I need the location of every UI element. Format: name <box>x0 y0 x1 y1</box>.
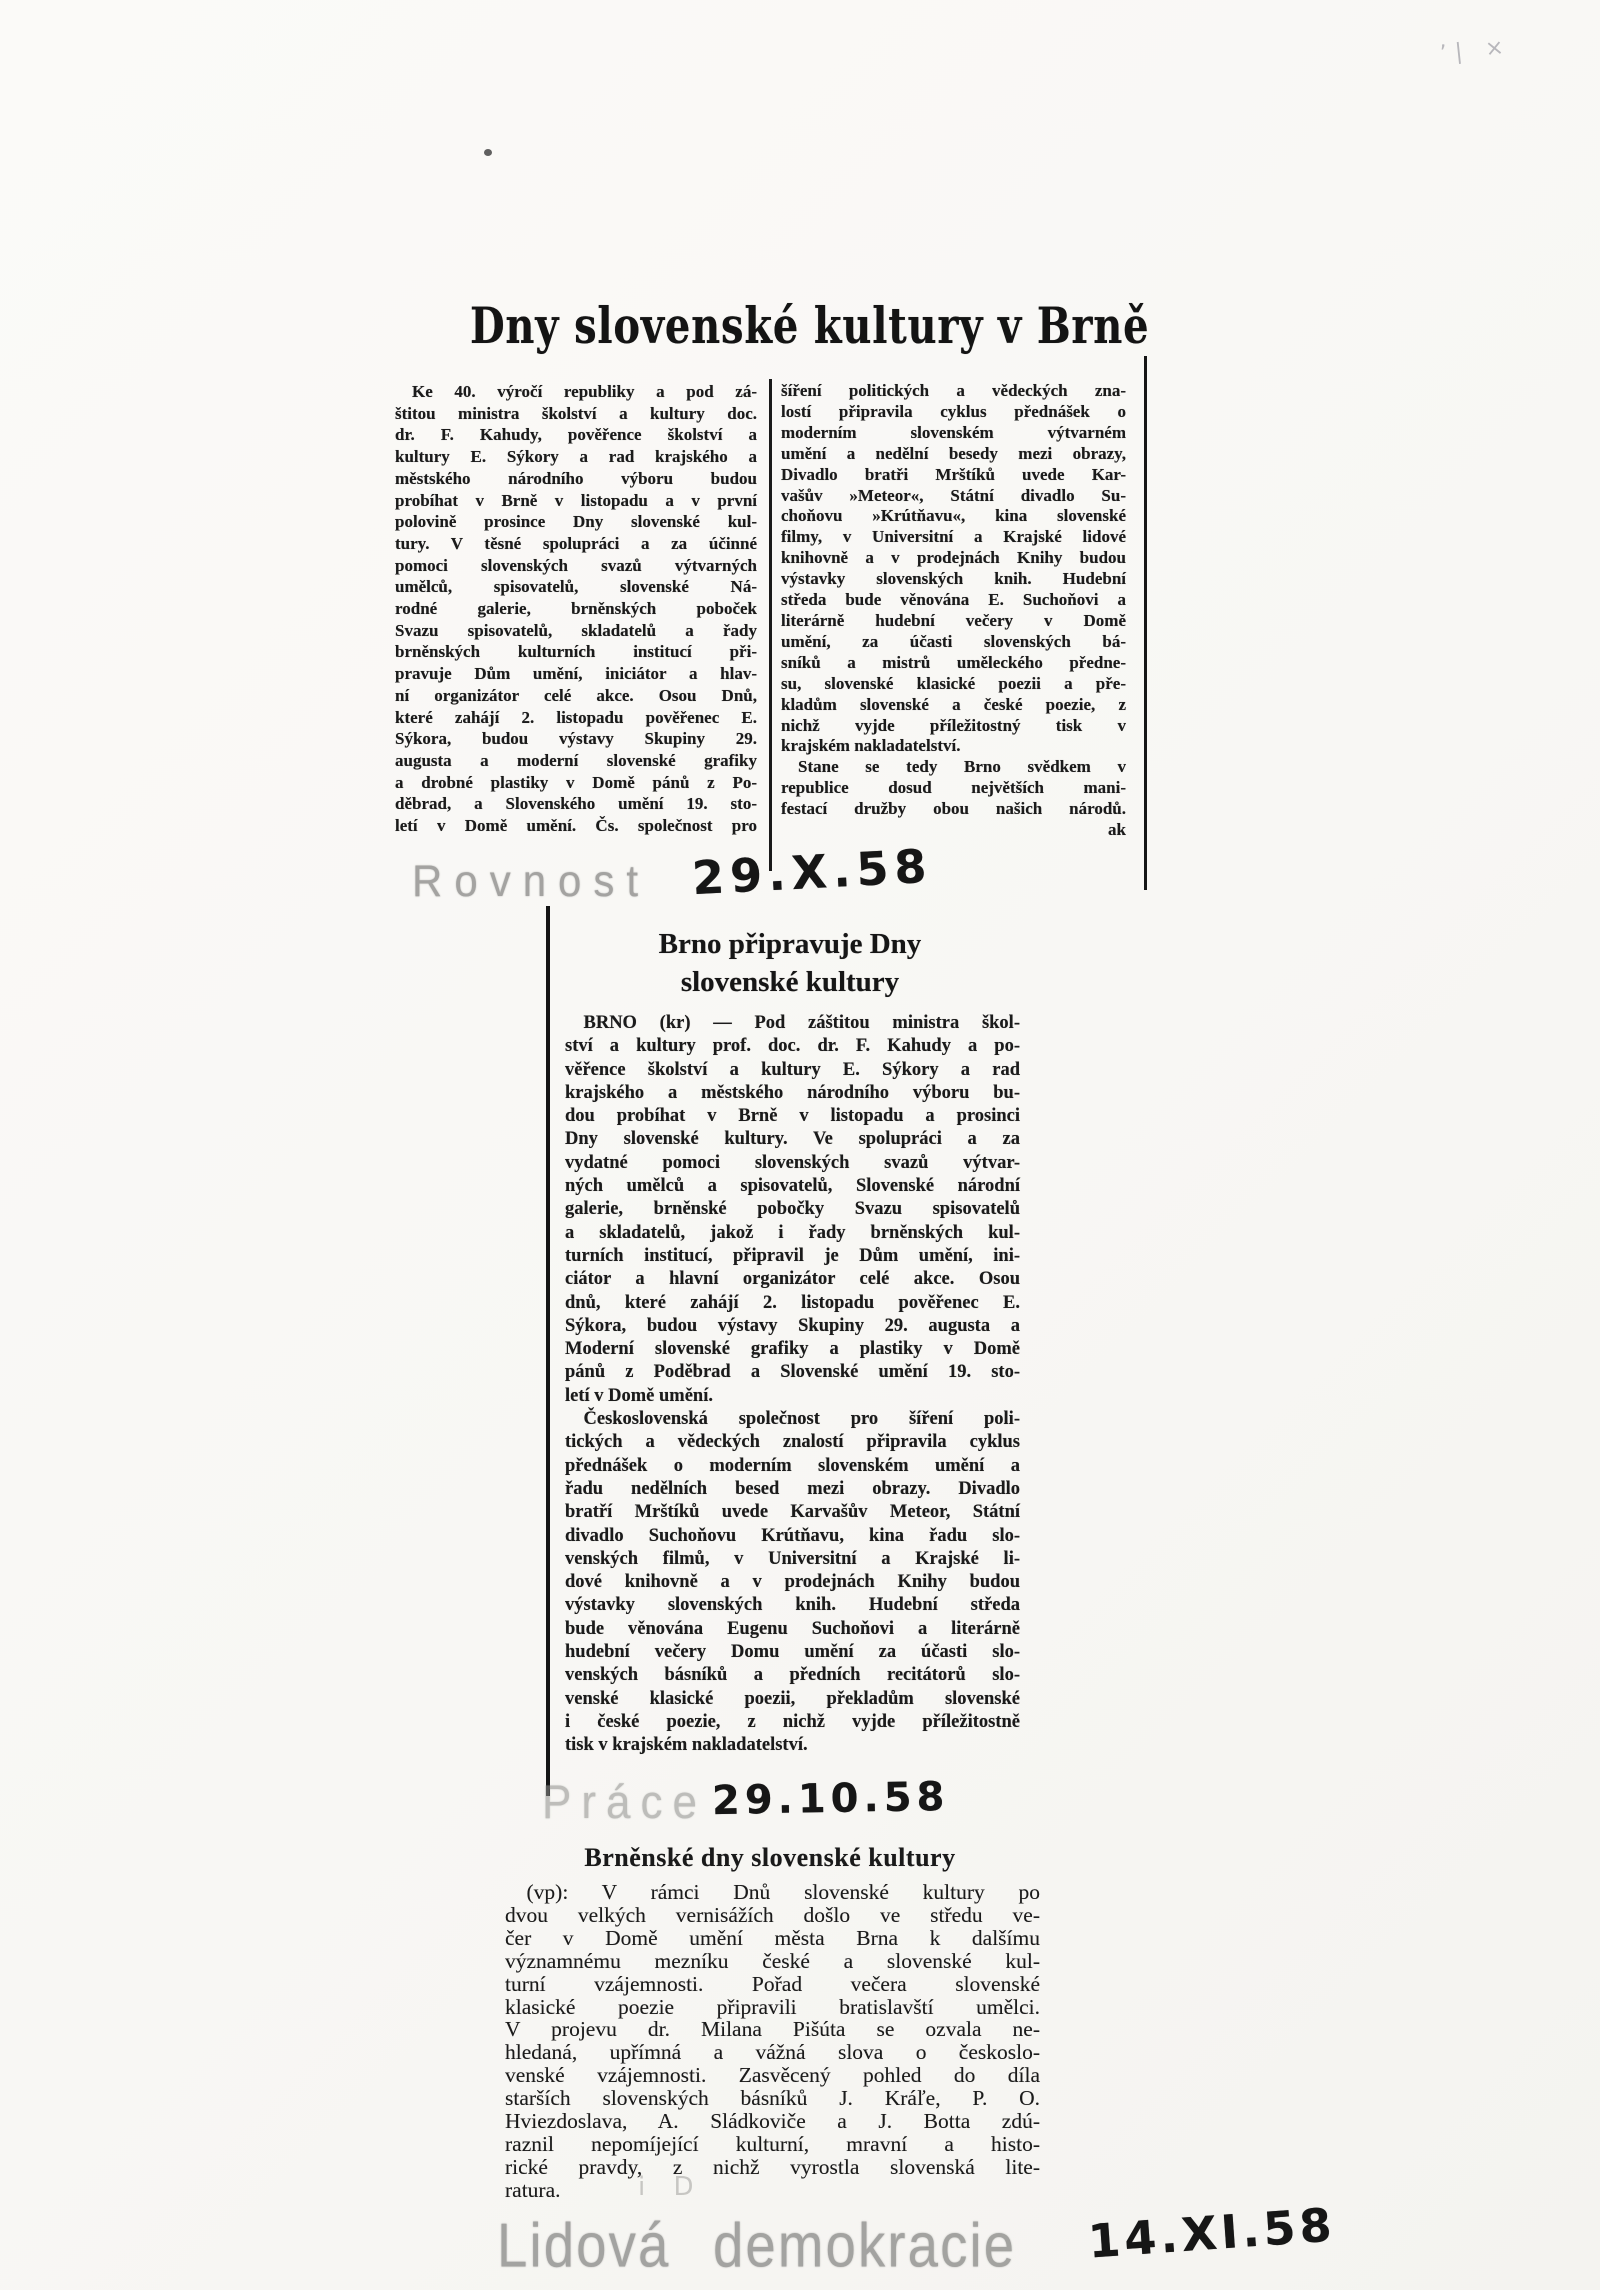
text-line: divadlo Suchoňovu Krútňavu, kina řadu slo- <box>565 1525 1020 1546</box>
text-line: venských filmů, v Universitní a Krajské li- <box>565 1548 1020 1569</box>
text-line: sníků a mistrů uměleckého předne- <box>781 652 1126 672</box>
text-line: Stane se tedy Brno svědkem v <box>781 757 1126 777</box>
text-line: lostí připravila cyklus přednášek o <box>781 401 1126 421</box>
text-line: moderním slovenském výtvarném <box>781 422 1126 442</box>
text-line: turních institucí, připravil je Dům umění, ini- <box>565 1245 1020 1266</box>
text-line: řadu nedělních besed mezi obrazy. Divadlo <box>565 1478 1020 1499</box>
text-line: Československá společnost pro šíření poli- <box>565 1409 1020 1430</box>
pencil-marks: i D <box>638 2172 704 2202</box>
rovnost-source-stamp: Rovnost <box>412 856 651 906</box>
text-line: umělců, spisovatelů, slovenské Ná- <box>395 577 757 597</box>
text-line: krajského a městského národního výboru bu- <box>565 1082 1020 1103</box>
text-line: městského národního výboru budou <box>395 468 757 488</box>
text-line: ství a kultury prof. doc. dr. F. Kahudy a po- <box>565 1036 1020 1057</box>
text-line: klasické poezie připravili bratislavští umělci. <box>505 1994 1040 2019</box>
text-line: Moderní slovenské grafiky a plastiky v Domě <box>565 1339 1020 1360</box>
text-line: ných umělců a spisovatelů, Slovenské národní <box>565 1176 1020 1197</box>
text-line: přednášek o moderním slovenském umění a <box>565 1455 1020 1476</box>
text-line: Hviezdoslava, A. Sládkoviče a J. Botta zdú- <box>505 2109 1040 2134</box>
text-line: vašův »Meteor«, Státní divadlo Su- <box>781 485 1126 505</box>
text-line: které zahájí 2. listopadu pověřenec E. <box>395 707 757 727</box>
text-line: ciátor a hlavní organizátor celé akce. Osou <box>565 1269 1020 1290</box>
clipping-3-body <box>505 1881 1040 2202</box>
text-line: venské vzájemnosti. Zasvěcený pohled do díla <box>505 2063 1040 2088</box>
text-line: filmy, v Universitní a Krajské lidové <box>781 527 1126 547</box>
text-line: ratura. <box>505 2177 561 2202</box>
text-line: Divadlo bratři Mrštíků uvede Kar- <box>781 464 1126 484</box>
text-line: středa bude věnována E. Suchoňovi a <box>781 590 1126 610</box>
text-line: významnému mezníku české a slovenské kul- <box>505 1948 1040 1973</box>
text-line: ak <box>1108 820 1126 840</box>
text-line: venských básníků a předních recitátorů slo- <box>565 1665 1020 1686</box>
text-line: a drobné plastiky v Domě pánů z Po- <box>395 772 757 792</box>
text-line: rodné galerie, brněnských poboček <box>395 599 757 619</box>
clipping-2-title-line-1: Brno připravuje Dny <box>658 928 922 960</box>
text-line: krajském nakladatelství. <box>781 736 961 756</box>
text-line: i české poezie, z nichž vyjde příležitostně <box>565 1711 1020 1732</box>
text-line: štitou ministra školství a kultury doc. <box>395 403 757 423</box>
text-line: Ke 40. výročí republiky a pod zá- <box>395 382 757 401</box>
text-line: pravuje Dům umění, iniciátor a hlav- <box>395 664 757 684</box>
text-line: rické pravdy, z nichž vyrostla slovenská lite- <box>505 2154 1040 2179</box>
text-line: Sýkora, budou výstavy Skupiny 29. augusta a <box>565 1315 1020 1336</box>
corner-pencil-note: ’| × <box>1438 34 1513 67</box>
text-line: umění a nedělní besedy mezi obrazy, <box>781 443 1126 463</box>
lidova-demokracie-source-stamp: Lidová demokracie <box>497 2211 1017 2281</box>
text-line: děbrad, a Slovenského umění 19. sto- <box>395 794 757 814</box>
text-line: galerie, brněnské pobočky Svazu spisovatelů <box>565 1199 1020 1220</box>
text-line: hledaná, upřímná a vážná slova o českoslo- <box>505 2040 1040 2065</box>
text-line: choňovu »Krútňavu«, kina slovenské <box>781 506 1126 526</box>
text-line: pomoci slovenských svazů výtvarných <box>395 555 757 575</box>
text-line: výstavky slovenských knih. Hudební středa <box>565 1595 1020 1616</box>
text-line: V projevu dr. Milana Pišúta se ozvala ne- <box>505 2017 1040 2042</box>
text-line: bratří Mrštíků uvede Karvašův Meteor, Státní <box>565 1502 1020 1523</box>
lidova-handwritten-date: 14.XI.58 <box>1086 2197 1338 2269</box>
rovnost-handwritten-date: 29.X.58 <box>690 838 934 906</box>
text-line: ní organizátor celé akce. Osou Dnů, <box>395 685 757 705</box>
text-line: literárně hudební večery v Domě <box>781 610 1126 630</box>
text-line: a skladatelů, jakož i řady brněnských kul- <box>565 1222 1020 1243</box>
text-line: kladům slovenské a české poezie, z <box>781 694 1126 714</box>
text-line: letí v Domě umění. <box>565 1385 713 1406</box>
text-line: věřence školství a kultury E. Sýkory a rad <box>565 1059 1020 1080</box>
text-line: Dny slovenské kultury. Ve spolupráci a za <box>565 1129 1020 1150</box>
text-line: dr. F. Kahudy, pověřence školství a <box>395 425 757 445</box>
text-line: letí v Domě umění. Čs. společnost pro <box>395 816 757 836</box>
text-line: BRNO (kr) — Pod záštitou ministra škol- <box>565 1013 1020 1033</box>
column-divider-rule <box>769 379 772 871</box>
text-line: Svazu spisovatelů, skladatelů a řady <box>395 620 757 640</box>
text-line: republice dosud největších mani- <box>781 778 1126 798</box>
text-line: starších slovenských básníků J. Kráľe, P. O. <box>505 2086 1040 2111</box>
text-line: augusta a moderní slovenské grafiky <box>395 750 757 770</box>
prace-source-stamp: Práce <box>542 1776 707 1829</box>
clipping-edge-rule <box>1144 356 1147 890</box>
clipping-3-title: Brněnské dny slovenské kultury <box>584 1843 956 1872</box>
text-line: probíhat v Brně v listopadu a v první <box>395 490 757 510</box>
text-line: umění, za účasti slovenských bá- <box>781 631 1126 651</box>
prace-handwritten-date: 29.10.58 <box>711 1773 950 1825</box>
text-line: festací družby obou našich národů. <box>781 799 1126 819</box>
text-line: tury. V těsné spolupráci a za účinné <box>395 533 757 553</box>
clipping-2-body <box>565 1012 1020 1758</box>
text-line: turní vzájemnosti. Pořad večera slovenské <box>505 1971 1040 1996</box>
text-line: (vp): V rámci Dnů slovenské kultury po <box>505 1880 1040 1904</box>
clipping-2-title-line-2: slovenské kultury <box>680 966 900 998</box>
text-line: su, slovenské klasické poezii a pře- <box>781 673 1126 693</box>
text-line: bude věnována Eugenu Suchoňovi a literárně <box>565 1618 1020 1639</box>
text-line: tisk v krajském nakladatelství. <box>565 1735 808 1756</box>
text-line: dnů, které zahájí 2. listopadu pověřenec E. <box>565 1292 1020 1313</box>
text-line: dvou velkých vernisážích došlo ve středu ve- <box>505 1902 1040 1927</box>
text-line: nichž vyjde příležitostný tisk v <box>781 715 1126 735</box>
article-column-right <box>781 381 1126 841</box>
article-column-left <box>395 381 757 837</box>
clipping-2-left-rule <box>546 906 550 1796</box>
text-line: dou probíhat v Brně v listopadu a prosinci <box>565 1106 1020 1127</box>
text-line: Sýkora, budou výstavy Skupiny 29. <box>395 729 757 749</box>
text-line: tických a vědeckých znalostí připravila cyklus <box>565 1432 1020 1453</box>
text-line: venské klasické poezii, překladům slovenské <box>565 1688 1020 1709</box>
text-line: dové knihovně a v prodejnách Knihy budou <box>565 1572 1020 1593</box>
newspaper-headline: Dny slovenské kultury v Brně <box>469 296 1150 355</box>
text-line: polovině prosince Dny slovenské kul- <box>395 512 757 532</box>
text-line: knihovně a v prodejnách Knihy budou <box>781 548 1126 568</box>
text-line: hudební večery Domu umění za účasti slo- <box>565 1642 1020 1663</box>
text-line: vydatné pomoci slovenských svazů výtvar- <box>565 1152 1020 1173</box>
text-line: pánů z Poděbrad a Slovenské umění 19. sto- <box>565 1362 1020 1383</box>
text-line: brněnských kulturních institucí při- <box>395 642 757 662</box>
text-line: raznil nepomíjející kulturní, mravní a histo- <box>505 2131 1040 2156</box>
text-line: čer v Domě umění města Brna k dalšímu <box>505 1925 1040 1950</box>
text-line: šíření politických a vědeckých zna- <box>781 381 1126 400</box>
ink-dot <box>484 149 492 156</box>
text-line: kultury E. Sýkory a rad krajského a <box>395 447 757 467</box>
text-line: výstavky slovenských knih. Hudební <box>781 569 1126 589</box>
